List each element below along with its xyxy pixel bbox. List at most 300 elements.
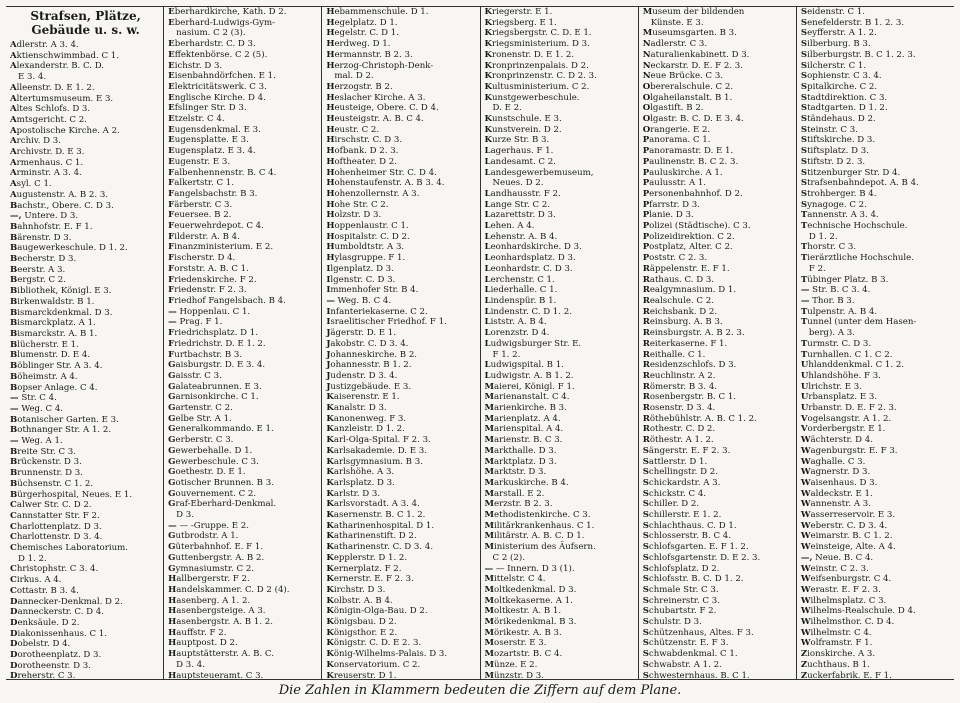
- index-entry: Breite Str. C 3.: [10, 446, 76, 457]
- index-entry: Schellingstr. D 2.: [642, 467, 718, 478]
- index-entry: Karlsvorstadt. A 3. 4.: [326, 499, 420, 510]
- index-entry: Kronprinzenstr. C. D 2. 3.: [484, 71, 597, 82]
- index-entry: —, Untere. D 3.: [10, 211, 79, 222]
- index-entry: Schlofsstr. B. C. D 1. 2.: [642, 574, 744, 585]
- index-entry: Liststr. A. B 4.: [484, 317, 547, 328]
- index-entry: Schlofsgartenstr. D. E 2. 3.: [642, 552, 761, 563]
- index-entry: Herzog-Christoph-Denk- mal. D 2.: [326, 60, 434, 82]
- index-entry: Panoramastr. D. E 1.: [642, 146, 734, 157]
- index-entry: Weifsenburgstr. C 4.: [800, 574, 892, 585]
- index-entry: Stitzenburger Str. D 4.: [800, 167, 901, 178]
- index-entry: Königstr. C. D. E 2. 3.: [326, 638, 422, 649]
- index-entry: Tübinger Platz. B 3.: [800, 274, 889, 285]
- index-entry: Silberburgstr. B. C 1. 2. 3.: [800, 49, 916, 60]
- index-entry: Nadlerstr. C 3.: [642, 39, 708, 50]
- index-entry: Feuersee. B 2.: [168, 210, 232, 221]
- index-entry: Lehen. A 4.: [484, 221, 535, 232]
- index-entry: Schiller. D 2.: [642, 499, 700, 510]
- index-entry: Marienstr. B. C 3.: [484, 435, 563, 446]
- index-entry: Olgastift. B 2.: [642, 103, 704, 114]
- index-entry: Silberburg. B 3.: [800, 39, 871, 50]
- index-entry: Friedhof Fangelsbach. B 4.: [168, 295, 286, 306]
- index-entry: Cannstatter Str. F 2.: [10, 510, 100, 521]
- index-entry: Vorderbergstr. E 1.: [800, 424, 886, 435]
- index-entry: — Thor. B 3.: [800, 295, 855, 306]
- index-entry: Marienspital. A 4.: [484, 424, 564, 435]
- index-entry: Efslinger Str. D 3.: [168, 103, 247, 114]
- index-entry: Waisenhaus. D 3.: [800, 477, 878, 488]
- index-entry: Chemisches Laboratorium. D 1. 2.: [10, 543, 128, 564]
- index-entry: Heslacher Kirche. A 3.: [326, 92, 426, 103]
- index-entry: Finanzministerium. E 2.: [168, 242, 274, 253]
- index-entry: Rothestr. C. D 2.: [642, 424, 716, 435]
- index-entry: Kreuserstr. D 1.: [326, 670, 397, 679]
- index-entry: Rosenstr. D 3. 4.: [642, 403, 716, 414]
- index-entry: — Hoppenlau. C 1.: [168, 306, 251, 317]
- index-entry: Stiftskirche. D 3.: [800, 135, 876, 146]
- index-entry: Englische Kirche. D 4.: [168, 92, 266, 103]
- index-entry: Reinsburgstr. A. B 2. 3.: [642, 328, 745, 339]
- index-entry: Humboldtstr. A 3.: [326, 242, 405, 253]
- index-entry: Botanischer Garten. E 3.: [10, 414, 119, 425]
- index-entry: Postplatz, Alter. C 2.: [642, 242, 733, 253]
- index-entry: Eisenbahndörfchen. E 1.: [168, 71, 276, 82]
- index-entry: Gouvernement. C 2.: [168, 488, 257, 499]
- index-entry: Amtsgericht. C 2.: [10, 114, 87, 125]
- index-entry: Augustenstr. A. B 2. 3.: [10, 189, 109, 200]
- index-entry: Konservatorium. C 2.: [326, 659, 421, 670]
- index-entry: Aktienschwimmbad. C 1.: [10, 50, 119, 61]
- index-entry: Reinsburg. A. B 3.: [642, 317, 723, 328]
- index-entry: Kanonenweg. F 3.: [326, 413, 407, 424]
- index-entry: Hohenheimer Str. C. D 4.: [326, 167, 437, 178]
- index-entry: Archiv. D 3.: [10, 136, 61, 147]
- index-columns: [6, 6, 954, 680]
- index-entry: Gaisburgstr. D. E 3. 4.: [168, 360, 266, 371]
- index-entry: Marstall. E 2.: [484, 488, 545, 499]
- index-entry: Gotischer Brunnen. B 3.: [168, 477, 274, 488]
- index-entry: Steinstr. C 3.: [800, 124, 858, 135]
- index-entry: Eichstr. D 3.: [168, 60, 223, 71]
- index-entry: Friedenstr. F 2. 3.: [168, 285, 247, 296]
- index-entry: Färberstr. C 3.: [168, 199, 233, 210]
- index-entry: Fischerstr. D 4.: [168, 253, 236, 264]
- index-entry: Blumenstr. D. E 4.: [10, 350, 91, 361]
- index-entry: Markthalle. D 3.: [484, 445, 557, 456]
- index-entry: Bahnhofstr. E. F 1.: [10, 221, 93, 232]
- index-entry: Uhlanddenkmal. C 1. 2.: [800, 360, 905, 371]
- index-entry: Marktstr. D 3.: [484, 467, 547, 478]
- index-entry: Gaisstr. C 3.: [168, 370, 222, 381]
- index-entry: Cottastr. B 3. 4.: [10, 585, 79, 596]
- index-entry: Etzelstr. C 4.: [168, 114, 225, 125]
- index-entry: Hasenbergstr. A. B 1. 2.: [168, 617, 273, 628]
- index-column-2: [163, 7, 321, 679]
- index-entry: — — Innern. D 3 (1).: [484, 563, 575, 574]
- index-entry: Hospitalstr. C. D 2.: [326, 231, 410, 242]
- index-entry: Hasenberg. A 1. 2.: [168, 595, 251, 606]
- index-entry: Kriegerstr. E 1.: [484, 7, 553, 17]
- index-entry: Paulinenstr. B. C 2. 3.: [642, 156, 739, 167]
- index-entry: Orangerie. E 2.: [642, 124, 711, 135]
- index-entry: Rathaus. C. D 3.: [642, 274, 715, 285]
- index-entry: Gelbe Str. A 1.: [168, 413, 232, 424]
- index-entry: Heusteige, Obere. C. D 4.: [326, 103, 439, 114]
- index-entry: Asyl. C 1.: [10, 179, 52, 190]
- index-entry: Kolbstr. A. B 4.: [326, 595, 393, 606]
- index-entry: Weinstr. C 2. 3.: [800, 563, 869, 574]
- index-entry: Bürgerhospital, Neues. E 1.: [10, 489, 133, 500]
- index-entry: Bärenstr. D 3.: [10, 232, 72, 243]
- index-entry: Goethestr. D. E 1.: [168, 467, 246, 478]
- index-entry: Karlsakademie. D. E 3.: [326, 445, 427, 456]
- index-entry: Ministerium des Äufsern. C 2 (2).: [484, 542, 596, 563]
- index-entry: Kepplerstr. D 1. 2.: [326, 552, 408, 563]
- index-entry: Kunstverein. D 2.: [484, 124, 562, 135]
- index-entry: Karlshöhe. A 3.: [326, 467, 395, 478]
- index-entry: Münzstr. D 3.: [484, 670, 544, 679]
- index-entry: Leonhardstr. C. D 3.: [484, 263, 573, 274]
- index-entry: Christophstr. C 3. 4.: [10, 564, 99, 575]
- index-entry: Spitalkirche. C 2.: [800, 81, 878, 92]
- index-entry: Karlsplatz. D 3.: [326, 477, 395, 488]
- index-entry: Tunnel (unter dem Hasen- berg). A 3.: [800, 317, 917, 339]
- index-entry: König-Wilhelms-Palais. D 3.: [326, 649, 448, 660]
- index-entry: Kriegsbergstr. C. D. E 1.: [484, 28, 592, 39]
- index-entry: Beerstr. A 3.: [10, 264, 66, 275]
- index-entry: Realschule. C 2.: [642, 295, 714, 306]
- index-entry: Schützenstr. E. F 3.: [642, 638, 729, 649]
- index-entry: Hohenzollernstr. A 3.: [326, 188, 420, 199]
- index-entry: Furtbachstr. B 3.: [168, 349, 243, 360]
- index-entry: Dorotheenstr. D 3.: [10, 660, 91, 671]
- index-entry: Seidenstr. C 1.: [800, 7, 866, 17]
- index-entry: Königin-Olga-Bau. D 2.: [326, 606, 428, 617]
- index-entry: Rosenbergstr. B. C 1.: [642, 392, 737, 403]
- index-entry: Wilhelmsplatz. C 3.: [800, 595, 887, 606]
- index-entry: — Str. B. C 3. 4.: [800, 285, 871, 296]
- index-entry: Polizei (Städtische). C 3.: [642, 221, 751, 232]
- index-entry: Dannecker-Denkmal. D 2.: [10, 596, 123, 607]
- index-entry: Waghalle. C 3.: [800, 456, 866, 467]
- index-entry: Dorotheenplatz. D 3.: [10, 650, 102, 661]
- column-entries: [168, 7, 319, 679]
- index-entry: Karlstr. D 3.: [326, 488, 381, 499]
- index-entry: Lazarettstr. D 3.: [484, 210, 556, 221]
- index-entry: Poststr. C 2. 3.: [642, 253, 708, 264]
- index-entry: Wannenstr. A 3.: [800, 499, 871, 510]
- index-entry: Hauptstätterstr. A. B. C. D 3. 4.: [168, 649, 274, 670]
- index-entry: Schmale Str. C 3.: [642, 584, 719, 595]
- index-entry: Mozartstr. B. C 4.: [484, 649, 563, 660]
- index-entry: Hasenbergsteige. A 3.: [168, 606, 266, 617]
- index-entry: Eberhardstr. C. D 3.: [168, 39, 256, 50]
- index-entry: Wagnerstr. D 3.: [800, 467, 871, 478]
- index-entry: Katharinenstr. C. D 3. 4.: [326, 542, 434, 553]
- index-entry: Charlottenstr. D 3. 4.: [10, 532, 103, 543]
- index-entry: Feuerwehrdepot. C 4.: [168, 221, 264, 232]
- index-entry: Schwabstr. A 1. 2.: [642, 659, 722, 670]
- index-entry: Stadtgarten. D 1. 2.: [800, 103, 888, 114]
- index-entry: Ludwigsburger Str. E. F 1. 2.: [484, 338, 582, 360]
- index-entry: Marienanstalt. C 4.: [484, 392, 570, 403]
- index-entry: Alleenstr. D. E 1. 2.: [10, 82, 95, 93]
- index-entry: Hauptpost. D 2.: [168, 638, 238, 649]
- index-entry: Marktplatz. D 3.: [484, 456, 557, 467]
- index-entry: Gewerbehalle. D 1.: [168, 445, 253, 456]
- index-entry: Katharinenhospital. D 1.: [326, 520, 435, 531]
- column-entries: [801, 7, 952, 679]
- index-entry: Dobelstr. D 4.: [10, 639, 71, 650]
- index-entry: Friedrichstr. D. E 1. 2.: [168, 338, 266, 349]
- index-entry: Obereralschule. C 2.: [642, 81, 734, 92]
- index-entry: Zuckerfabrik. E. F 1.: [800, 670, 892, 679]
- index-entry: Schlachthaus. C. D 1.: [642, 520, 737, 531]
- index-entry: Mittelstr. C 4.: [484, 574, 546, 585]
- index-entry: Ulrichstr. E 3.: [800, 381, 863, 392]
- index-entry: Bismarckstr. A. B 1.: [10, 328, 98, 339]
- index-entry: Lorenzstr. D 4.: [484, 328, 550, 339]
- index-entry: Blücherstr. E 1.: [10, 339, 79, 350]
- index-entry: Schreinerstr. C 3.: [642, 595, 720, 606]
- index-entry: Naturalienkabinett. D 3.: [642, 49, 750, 60]
- index-entry: Karlsgymnasium. B 3.: [326, 456, 423, 467]
- index-entry: Hegelstr. C. D 1.: [326, 28, 399, 39]
- index-entry: Lagerhaus. F 1.: [484, 146, 554, 157]
- index-entry: Dreherstr. C 3.: [10, 671, 76, 679]
- index-entry: Hylasgruppe. F 1.: [326, 253, 406, 264]
- index-entry: Schützenhaus, Altes. F 3.: [642, 627, 754, 638]
- index-entry: Römerstr. B 3. 4.: [642, 381, 718, 392]
- footer-note: Die Zahlen in Klammern bedeuten die Ziffern auf dem Plane.: [278, 683, 682, 698]
- index-entry: Methodistenkirche. C 3.: [484, 510, 591, 521]
- index-entry: Markuskirche. B 4.: [484, 477, 569, 488]
- index-entry: Ilgenstr. C. D 3.: [326, 274, 396, 285]
- index-entry: Immenhofer Str. B 4.: [326, 285, 419, 296]
- index-entry: Filderstr. A. B 4.: [168, 231, 240, 242]
- index-entry: Museumsgarten. B 3.: [642, 28, 737, 39]
- index-entry: Mörikestr. A. B 3.: [484, 627, 562, 638]
- index-entry: Gartenstr. C 2.: [168, 403, 233, 414]
- index-entry: Zionskirche. A 3.: [800, 649, 876, 660]
- index-entry: Maierei, Königl. F 1.: [484, 381, 575, 392]
- index-entry: Denksäule. D 2.: [10, 617, 80, 628]
- index-entry: Bothnanger Str. A 1. 2.: [10, 425, 112, 436]
- index-entry: Reiterkaserne. F 1.: [642, 338, 728, 349]
- index-entry: Herdweg. D 1.: [326, 39, 391, 50]
- index-entry: Schulstr. D 3.: [642, 617, 702, 628]
- index-entry: — Weg. C 4.: [10, 403, 64, 414]
- index-entry: Liederhalle. C 1.: [484, 285, 558, 296]
- index-entry: Hoftheater. D 2.: [326, 156, 398, 167]
- index-entry: Wagenburgstr. E. F 3.: [800, 445, 898, 456]
- index-entry: Brunnenstr. D 3.: [10, 468, 83, 479]
- index-entry: Heustr. C 2.: [326, 124, 380, 135]
- index-entry: Bergstr. C 2.: [10, 275, 66, 286]
- index-entry: Diakonissenhaus. C 1.: [10, 628, 108, 639]
- index-entry: Tulpenstr. A. B 4.: [800, 306, 878, 317]
- index-entry: Kunstschule. E 3.: [484, 114, 562, 125]
- index-entry: Sängerstr. E. F 2. 3.: [642, 445, 731, 456]
- index-entry: Weberstr. C. D 3. 4.: [800, 520, 888, 531]
- index-entry: Olgaheilanstalt. B 1.: [642, 92, 733, 103]
- index-entry: Schlofsplatz. D 2.: [642, 563, 720, 574]
- index-entry: Kanalstr. D 3.: [326, 403, 387, 414]
- index-entry: Kronprinzenpalais. D 2.: [484, 60, 589, 71]
- index-entry: Schubartstr. F 2.: [642, 606, 717, 617]
- index-entry: Schickardstr. A 3.: [642, 477, 721, 488]
- index-entry: Röthebühlstr. A. B. C 1. 2.: [642, 413, 757, 424]
- index-entry: — Weg. B. C 4.: [326, 295, 392, 306]
- index-entry: Hauptsteueramt. C 3.: [168, 670, 264, 679]
- index-entry: Reichsbank. D 2.: [642, 306, 718, 317]
- index-entry: Calwer Str. C. D 2.: [10, 500, 92, 511]
- column-entries: [326, 7, 477, 679]
- index-entry: Militärkrankenhaus. C 1.: [484, 520, 595, 531]
- index-entry: Olgastr. B. C. D. E 3. 4.: [642, 114, 744, 125]
- index-entry: Bopser Anlage. C 4.: [10, 382, 98, 393]
- index-entry: Merzstr. B 2. 3.: [484, 499, 553, 510]
- index-entry: Eberhard-Ludwigs-Gym- nasium. C 2 (3).: [168, 17, 276, 39]
- index-entry: Elektricitätswerk. C 3.: [168, 81, 267, 92]
- index-entry: Generalkommando. E 1.: [168, 424, 274, 435]
- index-entry: Gewerbeschule. C 3.: [168, 456, 259, 467]
- index-entry: Schwabdenkmal. C 1.: [642, 649, 738, 660]
- column-entries: [485, 7, 636, 679]
- index-entry: Kasernenstr. B. C 1. 2.: [326, 510, 426, 521]
- index-column-6: [796, 7, 954, 679]
- index-column-4: [480, 7, 638, 679]
- index-entry: Friedenskirche. F 2.: [168, 274, 257, 285]
- index-column-3: [321, 7, 479, 679]
- index-entry: Moltkedenkmal. D 3.: [484, 584, 577, 595]
- index-entry: Leonhardsplatz. D 3.: [484, 253, 576, 264]
- index-entry: Gerberstr. C 3.: [168, 435, 234, 446]
- index-entry: Strohberger. B 4.: [800, 188, 877, 199]
- index-entry: Landesamt. C 2.: [484, 156, 556, 167]
- index-entry: Ludwigstr. A. B 1. 2.: [484, 370, 574, 381]
- index-entry: Paulusstr. A 1.: [642, 178, 707, 189]
- index-entry: Wilhelmstr. C 4.: [800, 627, 872, 638]
- index-entry: Falbenhennenstr. B. C 4.: [168, 167, 277, 178]
- index-entry: Lindenstr. C. D 1. 2.: [484, 306, 572, 317]
- index-entry: Bismarckplatz. A 1.: [10, 318, 96, 329]
- index-entry: Eugenstr. E 3.: [168, 156, 231, 167]
- index-entry: Marienkirche. B 3.: [484, 403, 567, 414]
- index-entry: Tannenstr. A 3. 4.: [800, 210, 879, 221]
- index-entry: Justizgebäude. E 3.: [326, 381, 412, 392]
- index-entry: Apostolische Kirche. A 2.: [10, 125, 120, 136]
- index-entry: Stiftsplatz. D 3.: [800, 146, 869, 157]
- index-entry: Wilhelmsthor. C. D 4.: [800, 617, 895, 628]
- index-entry: Sophienstr. C 3. 4.: [800, 71, 882, 82]
- index-entry: Röthestr. A 1. 2.: [642, 435, 714, 446]
- index-entry: Werastr. E. F 2. 3.: [800, 584, 881, 595]
- index-entry: Johanneskirche. B 2.: [326, 349, 418, 360]
- index-entry: Kriegsberg. E 1.: [484, 17, 557, 28]
- index-entry: Becherstr. D 3.: [10, 254, 77, 265]
- index-entry: Neckarstr. D. E. F 2. 3.: [642, 60, 743, 71]
- index-entry: Sattlerstr. D 1.: [642, 456, 708, 467]
- index-entry: Güterbahnhof. E. F 1.: [168, 542, 264, 553]
- index-entry: Hohenstaufenstr. A. B 3. 4.: [326, 178, 445, 189]
- index-entry: Galateabrunnen. E 3.: [168, 381, 262, 392]
- index-entry: Forststr. A. B. C 1.: [168, 263, 249, 274]
- index-column-5: [638, 7, 796, 679]
- index-entry: Waldeckstr. E 1.: [800, 488, 873, 499]
- index-entry: Moltkestr. A. B 1.: [484, 606, 562, 617]
- index-entry: Urbanstr. D. E. F 2. 3.: [800, 403, 897, 414]
- index-entry: Cirkus. A 4.: [10, 575, 62, 586]
- index-entry: Kanzleistr. D 1. 2.: [326, 424, 405, 435]
- index-entry: Reuchlinstr. A 2.: [642, 370, 716, 381]
- index-entry: Landesgewerbemuseum, Neues. D 2.: [484, 167, 594, 189]
- index-entry: Holzstr. D 3.: [326, 210, 382, 221]
- index-entry: Residenzschlofs. D 3.: [642, 360, 737, 371]
- column-entries: [643, 7, 794, 679]
- index-entry: Friedrichsplatz. D 1.: [168, 328, 258, 339]
- index-entry: Charlottenplatz. D 3.: [10, 521, 102, 532]
- index-entry: Personenbahnhof. D 2.: [642, 188, 743, 199]
- index-entry: Landhausstr. F 2.: [484, 188, 561, 199]
- index-entry: Münze. E 2.: [484, 659, 538, 670]
- index-entry: Alexanderstr. B. C. D. E 3. 4.: [10, 61, 105, 83]
- index-entry: Kernerplatz. F 2.: [326, 563, 402, 574]
- index-entry: Bibliothek, Königl. E 3.: [10, 286, 112, 297]
- index-entry: Judenstr. D 3. 4.: [326, 370, 398, 381]
- index-entry: Jägerstr. D. E 1.: [326, 328, 396, 339]
- index-entry: Tierärztliche Hochschule. F 2.: [800, 253, 914, 274]
- index-entry: Königsthor. E 2.: [326, 627, 398, 638]
- index-entry: Danneckerstr. C. D 4.: [10, 607, 104, 618]
- index-entry: Katharinenstift. D 2.: [326, 531, 417, 542]
- index-entry: Büchsenstr. C 1. 2.: [10, 478, 94, 489]
- index-entry: Wasserreservoir. E 3.: [800, 510, 896, 521]
- index-entry: Kernerstr. E. F 2. 3.: [326, 574, 414, 585]
- index-entry: Königsbau. D 2.: [326, 617, 397, 628]
- index-entry: Urbansplatz. E 3.: [800, 392, 878, 403]
- index-entry: Museum der bildenden Künste. E 3.: [642, 7, 745, 28]
- index-entry: Kurze Str. B 3.: [484, 135, 550, 146]
- index-entry: Hofbank. D 2. 3.: [326, 146, 399, 157]
- index-entry: Zuchthaus. B 1.: [800, 659, 870, 670]
- index-entry: Graf-Eberhard-Denkmal. D 3.: [168, 499, 277, 521]
- index-column-1: [6, 7, 163, 679]
- index-entry: Realgymnasium. D 1.: [642, 285, 737, 296]
- index-entry: Silcherstr. C 1.: [800, 60, 867, 71]
- index-entry: Lerchenstr. C 1.: [484, 274, 555, 285]
- index-entry: Schillerstr. E 1. 2.: [642, 510, 722, 521]
- index-entry: Vogelsangstr. A 1. 2.: [800, 413, 892, 424]
- index-entry: Pfarrstr. D 3.: [642, 199, 700, 210]
- index-entry: Falkertstr. C 1.: [168, 178, 235, 189]
- index-entry: Altertumsmuseum. E 3.: [10, 93, 114, 104]
- index-entry: Hegelplatz. D 1.: [326, 17, 398, 28]
- index-entry: Heusteigstr. A. B. C 4.: [326, 114, 424, 125]
- index-entry: Polizeidirektion. C 2.: [642, 231, 735, 242]
- index-entry: — — -Gruppe. E 2.: [168, 520, 249, 531]
- index-entry: Böblinger Str. A 3. 4.: [10, 361, 103, 372]
- index-entry: Johannesstr. B 1. 2.: [326, 360, 412, 371]
- index-entry: Militärstr. A. B. C. D 1.: [484, 531, 585, 542]
- index-entry: Kultusministerium. C 2.: [484, 81, 590, 92]
- index-entry: Leonhardskirche. D 3.: [484, 242, 582, 253]
- index-entry: Brückenstr. D 3.: [10, 457, 82, 468]
- index-entry: Kronenstr. D. E 1. 2.: [484, 49, 575, 60]
- index-entry: Schlosserstr. B. C 4.: [642, 531, 731, 542]
- index-entry: Archivstr. D. E 3.: [10, 147, 85, 158]
- index-entry: Garnisonkirche. C 1.: [168, 392, 259, 403]
